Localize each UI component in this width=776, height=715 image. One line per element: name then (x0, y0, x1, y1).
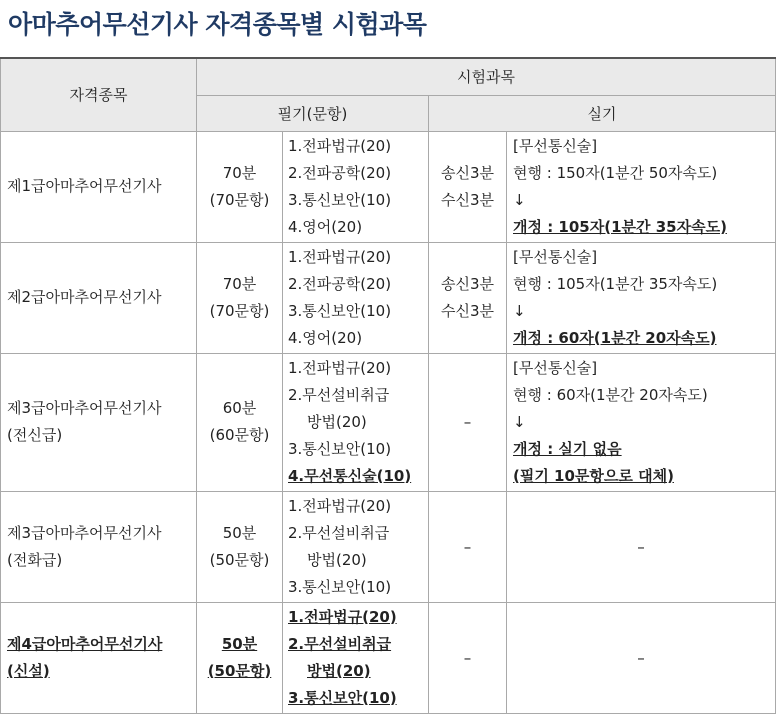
practical-time-cell (429, 242, 507, 353)
practical-current: 현행 : 150자(1분간 50자속도) (513, 163, 718, 182)
question-count: (50문항) (209, 550, 270, 569)
qualification-subtype: (신설) (7, 661, 50, 680)
practical-time-cell (429, 602, 507, 713)
qualification-cell (1, 131, 197, 242)
exam-time: 60분 (222, 399, 257, 417)
exam-subjects-table (0, 57, 776, 714)
table-row (1, 602, 776, 713)
header-exam-subjects: 시험과목 (197, 58, 776, 95)
practical-revised: 개정 : 60자(1분간 20자속도) (513, 328, 717, 347)
subjects-cell (283, 242, 429, 353)
exam-time: 70분 (222, 163, 257, 182)
practical-current: 현행 : 60자(1분간 20자속도) (513, 385, 708, 404)
time-cell (197, 353, 283, 491)
table-row (1, 131, 776, 242)
subject-item-continued-text: 방법(20) (307, 661, 371, 680)
qualification-name: 제1급아마추어무선기사 (7, 177, 162, 195)
practical-detail-cell (507, 131, 776, 242)
subjects-cell (283, 353, 429, 491)
subject-item: 3.통신보안(10) (288, 439, 392, 458)
exam-time: 50분 (222, 523, 257, 542)
header-written: 필기(문항) (197, 95, 429, 131)
subject-item: 1.전파법규(20) (288, 607, 397, 626)
practical-detail-cell (507, 602, 776, 713)
empty-dash: – (463, 537, 472, 556)
arrow-down: ↓ (513, 190, 526, 209)
practical-detail-cell (507, 242, 776, 353)
table-row (1, 491, 776, 602)
subject-item: 3.통신보안(10) (288, 577, 392, 596)
practical-title: [무선통신술] (513, 247, 598, 266)
receive-time: 수신3분 (440, 301, 494, 320)
practical-revised-note: (필기 10문항으로 대체) (513, 466, 674, 485)
subject-item: 2.무선설비취급 (288, 634, 392, 653)
subject-item: 2.무선설비취급 (288, 385, 390, 404)
subject-item: 4.영어(20) (288, 217, 363, 236)
qualification-name: 제2급아마추어무선기사 (7, 288, 162, 306)
practical-time-cell (429, 491, 507, 602)
empty-dash: – (463, 648, 472, 667)
exam-time: 70분 (222, 274, 257, 293)
subject-item: 1.전파법규(20) (288, 136, 392, 155)
practical-time-cell (429, 131, 507, 242)
subject-item: 2.무선설비취급 (288, 523, 390, 542)
send-time: 송신3분 (440, 274, 494, 293)
page-title: 아마추어무선기사 자격종목별 시험과목 (8, 10, 427, 39)
question-count: (50문항) (207, 661, 272, 680)
qualification-subtype: (전화급) (7, 550, 63, 569)
header-practical: 실기 (429, 95, 776, 131)
time-cell (197, 491, 283, 602)
subject-item-new: 4.무선통신술(10) (288, 466, 412, 485)
subject-item: 1.전파법규(20) (288, 247, 392, 266)
qualification-name: 제3급아마추어무선기사 (7, 523, 162, 542)
subject-item: 2.전파공학(20) (288, 163, 392, 182)
practical-title: [무선통신술] (513, 358, 598, 377)
qualification-name: 제4급아마추어무선기사 (7, 634, 163, 653)
subject-item: 3.통신보안(10) (288, 190, 392, 209)
table-row (1, 242, 776, 353)
subject-item: 1.전파법규(20) (288, 496, 392, 515)
empty-dash: – (637, 537, 645, 556)
qualification-cell (1, 602, 197, 713)
qualification-subtype: (전신급) (7, 426, 63, 444)
header-row-1 (1, 58, 776, 95)
subject-item: 3.통신보안(10) (288, 688, 397, 707)
question-count: (70문항) (209, 301, 270, 320)
arrow-down: ↓ (513, 412, 526, 431)
header-qualification: 자격종목 (1, 58, 197, 131)
practical-detail-cell (507, 491, 776, 602)
subject-item: 3.통신보안(10) (288, 301, 392, 320)
practical-time-cell (429, 353, 507, 491)
qualification-cell (1, 242, 197, 353)
practical-title: [무선통신술] (513, 136, 598, 155)
subjects-cell (283, 131, 429, 242)
time-cell (197, 131, 283, 242)
practical-revised: 개정 : 실기 없음 (513, 439, 622, 458)
practical-revised: 개정 : 105자(1분간 35자속도) (513, 217, 727, 236)
empty-dash: – (637, 648, 645, 667)
question-count: (60문항) (209, 426, 270, 444)
subject-item-continued: 방법(20) (307, 412, 367, 431)
subjects-cell (283, 491, 429, 602)
qualification-cell (1, 353, 197, 491)
receive-time: 수신3분 (440, 190, 494, 209)
practical-detail-cell (507, 353, 776, 491)
subject-item: 4.영어(20) (288, 328, 363, 347)
subject-item-continued (288, 658, 428, 685)
subjects-cell (283, 602, 429, 713)
table-row (1, 353, 776, 491)
subject-item-continued: 방법(20) (307, 550, 367, 569)
arrow-down: ↓ (513, 301, 526, 320)
question-count: (70문항) (209, 190, 270, 209)
time-cell (197, 602, 283, 713)
qualification-cell (1, 491, 197, 602)
practical-current: 현행 : 105자(1분간 35자속도) (513, 274, 718, 293)
exam-time: 50분 (221, 634, 258, 653)
empty-dash: – (463, 413, 472, 431)
time-cell (197, 242, 283, 353)
qualification-name: 제3급아마추어무선기사 (7, 399, 162, 417)
subject-item: 2.전파공학(20) (288, 274, 392, 293)
subject-item: 1.전파법규(20) (288, 358, 392, 377)
send-time: 송신3분 (440, 163, 494, 182)
